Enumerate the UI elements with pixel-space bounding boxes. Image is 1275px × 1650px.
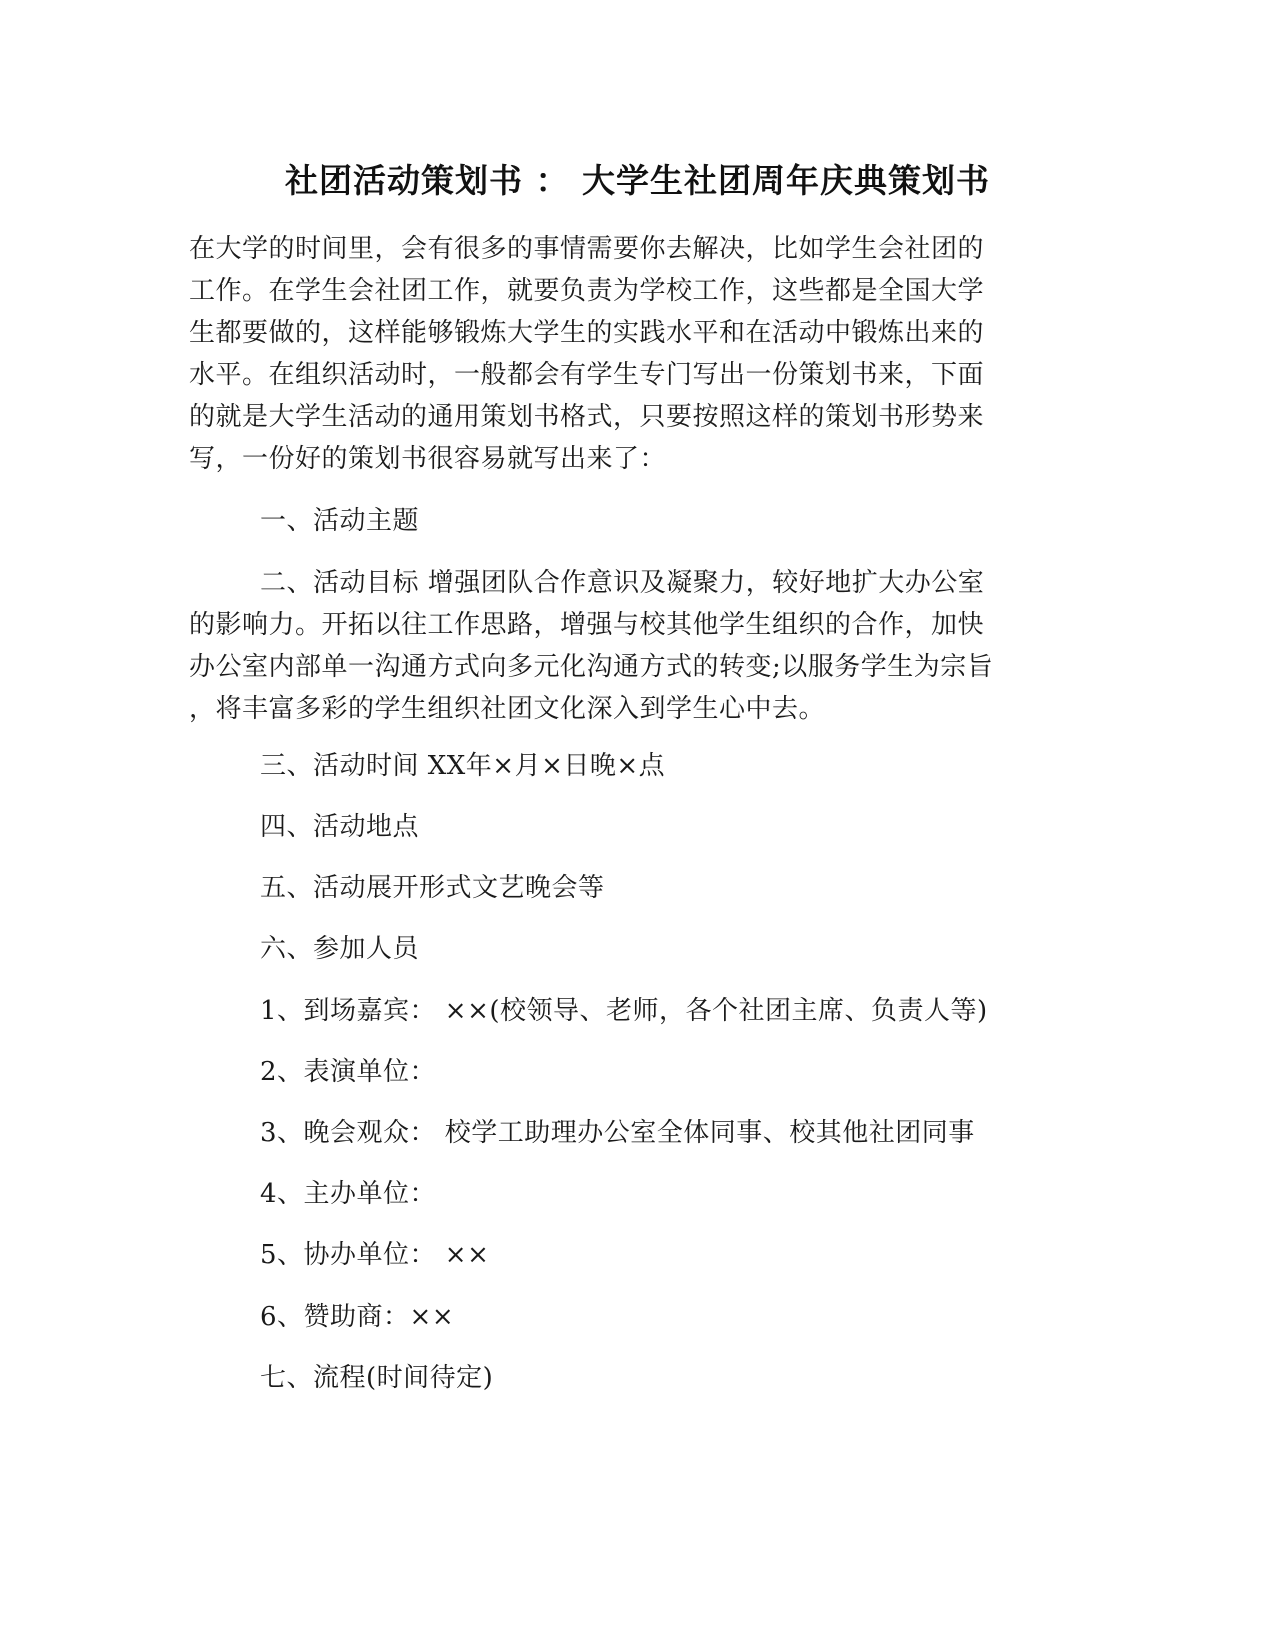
item-co-organizer: 5、协办单位： ×× — [260, 1240, 490, 1270]
item-guests: 1、到场嘉宾： ××(校领导、老师，各个社团主席、负责人等) — [260, 996, 988, 1026]
goal-line: 的影响力。开拓以往工作思路，增强与校其他学生组织的合作，加快 — [189, 610, 985, 640]
item-audience: 3、晚会观众： 校学工助理办公室全体同事、校其他社团同事 — [260, 1118, 975, 1148]
goal-line: 办公室内部单一沟通方式向多元化沟通方式的转变;以服务学生为宗旨 — [189, 652, 994, 682]
section-participants: 六、参加人员 — [260, 934, 420, 964]
section-activity-location: 四、活动地点 — [260, 812, 420, 842]
goal-line: 二、活动目标 增强团队合作意识及凝聚力，较好地扩大办公室 — [260, 568, 985, 598]
section-process: 七、流程(时间待定) — [260, 1363, 494, 1393]
intro-line: 的就是大学生活动的通用策划书格式，只要按照这样的策划书形势来 — [189, 402, 985, 432]
section-activity-time: 三、活动时间 XX年×月×日晚×点 — [260, 751, 666, 781]
goal-line: ，将丰富多彩的学生组织社团文化深入到学生心中去。 — [189, 694, 826, 724]
item-organizer: 4、主办单位： — [260, 1179, 437, 1209]
document-title: 社团活动策划书 ： 大学生社团周年庆典策划书 — [285, 161, 990, 200]
intro-line: 工作。在学生会社团工作，就要负责为学校工作，这些都是全国大学 — [189, 276, 985, 306]
intro-line: 水平。在组织活动时，一般都会有学生专门写出一份策划书来，下面 — [189, 360, 985, 390]
section-activity-format: 五、活动展开形式文艺晚会等 — [260, 873, 605, 903]
intro-paragraph — [189, 228, 1089, 480]
intro-line: 写，一份好的策划书很容易就写出来了： — [189, 444, 667, 474]
intro-line: 生都要做的，这样能够锻炼大学生的实践水平和在活动中锻炼出来的 — [189, 318, 985, 348]
item-performers: 2、表演单位： — [260, 1057, 437, 1087]
intro-line: 在大学的时间里，会有很多的事情需要你去解决，比如学生会社团的 — [189, 234, 985, 264]
section-activity-goal — [189, 562, 1089, 730]
item-sponsor: 6、赞助商：×× — [260, 1302, 455, 1332]
section-activity-theme: 一、活动主题 — [260, 506, 420, 536]
